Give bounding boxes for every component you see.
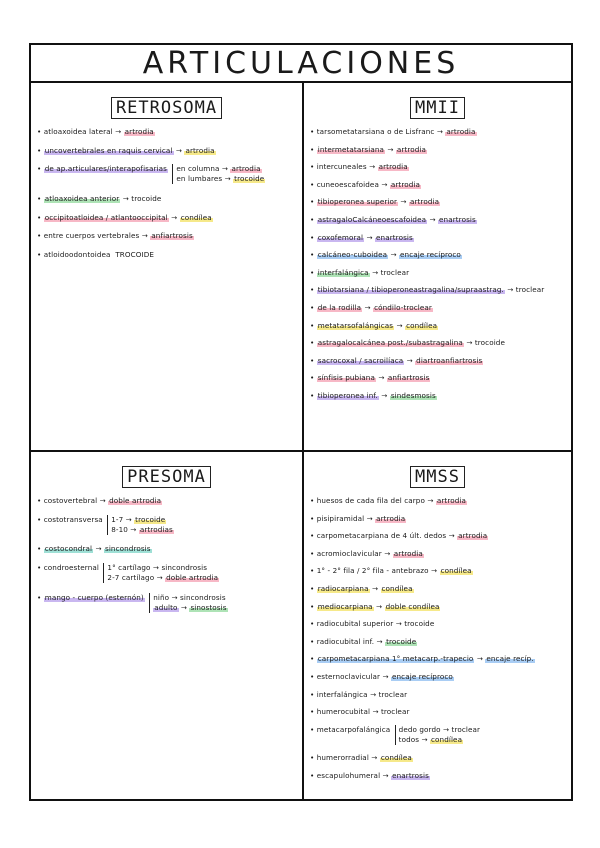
- item-branch: 1° cartílago → sincondrosis 2-7 cartílago → doble artrodia: [103, 563, 219, 583]
- item-label: calcáneo-cuboidea: [317, 250, 388, 260]
- item-result: trocoide: [131, 194, 162, 204]
- item-label: astragaloCalcáneoescafoidea: [317, 214, 427, 224]
- list-item: • radiocubital inf. → trocoide: [310, 636, 417, 646]
- item-label: astragalocalcánea post./subastragalina: [317, 338, 463, 348]
- item-result: artrodia: [436, 496, 467, 505]
- item-label: condroesternal: [43, 563, 99, 573]
- branch-result: trocoide: [234, 174, 265, 184]
- list-item: • coxofemoral → enartrosis: [310, 232, 413, 242]
- item-result: enartrosis: [392, 770, 429, 780]
- list-item: • interfalángica → troclear: [310, 689, 408, 699]
- list-item: • calcáneo-cuboidea → encaje recíproco: [310, 250, 461, 260]
- list-item: • mediocarpiana → doble condílea: [310, 601, 440, 611]
- item-label: radiocarpiana: [317, 583, 369, 593]
- item-result: condílea: [381, 583, 413, 593]
- list-item: • tibioperonea superior → artrodia: [310, 197, 440, 207]
- list-item: • carpometacarpiana 1° metacarp.-trapecio → encaje recíp.: [310, 654, 534, 664]
- item-label: humerocubital: [316, 707, 371, 717]
- list-item: • intermetatarsiana → artrodia: [310, 144, 427, 154]
- item-label: tarsometatarsiana o de Lisfranc: [316, 127, 435, 136]
- list-item: • astragaloCalcáneoescafoidea → enartrosis: [310, 214, 476, 224]
- item-result: anfiartrosis: [151, 231, 193, 241]
- item-result: sindesmosis: [390, 390, 436, 400]
- branch-label: 1° cartílago: [107, 563, 151, 573]
- panel-mmii: [304, 83, 571, 450]
- list-item: • carpometacarpiana de 4 últ. dedos → artrodia: [310, 531, 488, 541]
- branch-result: artrodia: [231, 164, 261, 174]
- page-title: ARTICULACIONES: [31, 45, 571, 83]
- item-result: trocoide: [404, 619, 435, 629]
- item-result: artrodia: [393, 548, 423, 558]
- item-result: doble condílea: [385, 601, 440, 611]
- list-item: • sínfisis pubiana → anfiartrosis: [310, 373, 430, 383]
- branch-result: artrodias: [139, 524, 173, 534]
- list-item: • humerorradial → condílea: [310, 753, 412, 763]
- branch-label: dedo gordo: [398, 724, 441, 734]
- item-label: intermetatarsiana: [317, 144, 384, 154]
- item-result: diartroanfiartrosis: [416, 355, 483, 365]
- panel-retrosoma: [31, 83, 302, 450]
- item-label: entre cuerpos vertebrales: [43, 231, 140, 241]
- list-item: • costocondral → sincondrosis: [37, 544, 151, 554]
- branch-label: todos: [398, 734, 420, 744]
- list-item: • esternoclavicular → encaje recíproco: [310, 671, 453, 681]
- list-item: • interfalángica → troclear: [310, 267, 410, 277]
- branch-label: 8-10: [111, 524, 128, 534]
- branch-label: 1-7: [111, 514, 124, 524]
- item-label: costocondral: [44, 544, 93, 554]
- item-result: doble artrodia: [109, 496, 162, 505]
- item-label: interfalángica: [317, 267, 369, 277]
- item-result: artrodia: [446, 127, 476, 136]
- list-item: • uncovertebrales en raquis cervical → artrodia: [37, 145, 215, 155]
- item-result: artrodia: [378, 162, 408, 172]
- item-label: tibioperonea superior: [317, 197, 398, 207]
- list-item: • intercuneales → artrodia: [310, 162, 408, 172]
- branch-result: doble artrodia: [166, 573, 219, 583]
- item-label: intercuneales: [316, 162, 367, 172]
- item-result: TROCOIDE: [115, 250, 155, 260]
- item-label: metatarsofalángicas: [317, 320, 394, 330]
- item-result: encaje recíproco: [400, 250, 461, 260]
- item-result: artrodia: [124, 127, 154, 136]
- item-result: encaje recíp.: [486, 654, 534, 664]
- item-branch: en columna → artrodia en lumbares → trocoide: [172, 164, 265, 184]
- item-branch: 1-7 → trocoide 8-10 → artrodias: [107, 515, 174, 535]
- item-label: costotransversa: [43, 514, 103, 524]
- panel-mmss: [304, 452, 571, 801]
- item-label: acromioclavicular: [316, 548, 382, 558]
- item-label: atloaxoidea lateral: [43, 127, 113, 136]
- branch-result: sincondrosis: [180, 592, 226, 602]
- item-result: trocoide: [386, 636, 417, 646]
- section-title-mmii: MMII: [410, 97, 465, 119]
- item-label: atloaxoidea anterior: [44, 194, 120, 204]
- list-item: • tibioperonea inf. → sindesmosis: [310, 390, 436, 400]
- branch-label: 2-7 cartílago: [107, 573, 155, 583]
- branch-label: adulto: [154, 602, 178, 612]
- item-label: sacrocoxal / sacroilíaca: [317, 355, 404, 365]
- item-result: condílea: [180, 212, 212, 222]
- item-label: pisipiramidal: [316, 513, 365, 523]
- item-branch: niño → sincondrosis adulto → sinostosis: [149, 593, 227, 613]
- item-label: de ap.articulares/interapofisarias: [44, 164, 168, 174]
- item-result: artrodia: [396, 144, 427, 154]
- item-label: mediocarpiana: [317, 601, 373, 611]
- branch-label: en columna: [176, 164, 220, 174]
- item-label: radiocubital inf.: [316, 636, 375, 646]
- section-title-mmss: MMSS: [410, 466, 465, 488]
- list-item: • atloaxoidea anterior → trocoide: [37, 194, 162, 204]
- list-item: • atloidoodontoidea TROCOIDE: [37, 250, 155, 260]
- list-item: • astragalocalcánea post./subastragalina → trocoide: [310, 338, 505, 348]
- list-item: • costovertebral → doble artrodia: [37, 496, 162, 505]
- list-item: • 1° - 2° fila / 2° fila - antebrazo → condílea: [310, 566, 472, 576]
- item-result: cóndilo-troclear: [374, 302, 432, 312]
- item-result: artrodia: [458, 531, 488, 541]
- branch-result: condílea: [430, 734, 463, 744]
- item-result: enartrosis: [439, 214, 476, 224]
- list-item: • radiocarpiana → condílea: [310, 583, 413, 593]
- branch-label: niño: [153, 592, 170, 602]
- item-result: artrodia: [376, 513, 406, 523]
- item-result: encaje recíproco: [392, 671, 453, 681]
- item-label: de la rodilla: [317, 302, 362, 312]
- item-label: tibiotarsiana / tibioperoneastragalina/supraastrag.: [317, 285, 504, 295]
- item-result: condílea: [440, 566, 472, 576]
- list-item: • condroesternal 1° cartílago → sincondrosis 2-7 cartílago → doble artrodia: [37, 563, 219, 583]
- list-item: • escapulohumeral → enartrosis: [310, 770, 429, 780]
- list-item: • mango - cuerpo (esternón) niño → sincondrosis adulto → sinostosis: [37, 592, 227, 612]
- list-item: • de ap.articulares/interapofisarias en columna → artrodia en lumbares → trocoide: [37, 164, 265, 184]
- item-result: troclear: [380, 267, 410, 277]
- item-label: humerorradial: [316, 753, 369, 763]
- branch-result: troclear: [451, 724, 481, 734]
- list-item: • tibiotarsiana / tibioperoneastragalina/supraastrag. → troclear: [310, 285, 545, 295]
- item-result: artrodia: [390, 179, 420, 189]
- item-result: condílea: [406, 320, 438, 330]
- articulaciones-sheet: [29, 43, 573, 801]
- branch-result: trocoide: [135, 514, 166, 524]
- item-result: artrodia: [409, 197, 440, 207]
- item-label: costovertebral: [43, 496, 98, 505]
- item-result: enartrosis: [376, 232, 413, 242]
- item-branch: dedo gordo → troclear todos → condílea: [395, 725, 480, 745]
- item-result: anfiartrosis: [387, 373, 430, 383]
- item-label: cuneoescafoidea: [316, 179, 379, 189]
- list-item: • cuneoescafoidea → artrodia: [310, 179, 420, 189]
- list-item: • de la rodilla → cóndilo-troclear: [310, 302, 432, 312]
- list-item: • atloaxoidea lateral → artrodia: [37, 127, 154, 136]
- list-item: • huesos de cada fila del carpo → artrodia: [310, 496, 467, 505]
- list-item: • radiocubital superior → trocoide: [310, 619, 435, 629]
- item-label: radiocubital superior: [316, 619, 394, 629]
- item-label: escapulohumeral: [316, 770, 381, 780]
- item-label: 1° - 2° fila / 2° fila - antebrazo: [316, 566, 429, 576]
- list-item: • entre cuerpos vertebrales → anfiartrosis: [37, 231, 193, 241]
- item-label: carpometacarpiana de 4 últ. dedos: [316, 531, 447, 541]
- item-result: trocoide: [474, 338, 505, 348]
- item-label: metacarpofalángica: [316, 724, 391, 734]
- item-label: mango - cuerpo (esternón): [44, 592, 144, 602]
- item-label: uncovertebrales en raquis cervical: [44, 145, 173, 155]
- list-item: • humerocubital → troclear: [310, 707, 410, 717]
- item-label: esternoclavicular: [316, 671, 381, 681]
- item-label: interfalángica: [316, 689, 368, 699]
- item-label: huesos de cada fila del carpo: [316, 496, 425, 505]
- list-item: • sacrocoxal / sacroilíaca → diartroanfiartrosis: [310, 355, 483, 365]
- item-label: tibioperonea inf.: [317, 390, 378, 400]
- item-label: coxofemoral: [317, 232, 364, 242]
- branch-result: sinostosis: [190, 602, 227, 612]
- list-item: • metatarsofalángicas → condílea: [310, 320, 438, 330]
- item-result: troclear: [378, 689, 408, 699]
- item-result: troclear: [515, 285, 545, 295]
- panel-presoma: [31, 452, 302, 801]
- item-label: sínfisis pubiana: [317, 373, 375, 383]
- list-item: • costotransversa 1-7 → trocoide 8-10 → artrodias: [37, 514, 173, 534]
- section-title-retrosoma: RETROSOMA: [111, 97, 222, 119]
- branch-result: sincondrosis: [161, 563, 208, 573]
- list-item: • pisipiramidal → artrodia: [310, 513, 406, 523]
- list-item: • occipitoatloidea / atlantooccipital → condílea: [37, 212, 212, 222]
- item-result: artrodia: [185, 145, 215, 155]
- list-item: • metacarpofalángica dedo gordo → troclear todos → condílea: [310, 724, 481, 744]
- item-label: atloidoodontoidea: [43, 250, 111, 260]
- list-item: • tarsometatarsiana o de Lisfranc → artrodia: [310, 127, 476, 136]
- item-label: carpometacarpiana 1° metacarp.-trapecio: [317, 654, 474, 664]
- item-result: troclear: [380, 707, 410, 717]
- item-result: condílea: [380, 753, 412, 763]
- item-result: sincondrosis: [104, 544, 151, 554]
- item-label: occipitoatloidea / atlantooccipital: [44, 212, 168, 222]
- branch-label: en lumbares: [176, 174, 223, 184]
- section-title-presoma: PRESOMA: [122, 466, 211, 488]
- list-item: • acromioclavicular → artrodia: [310, 548, 423, 558]
